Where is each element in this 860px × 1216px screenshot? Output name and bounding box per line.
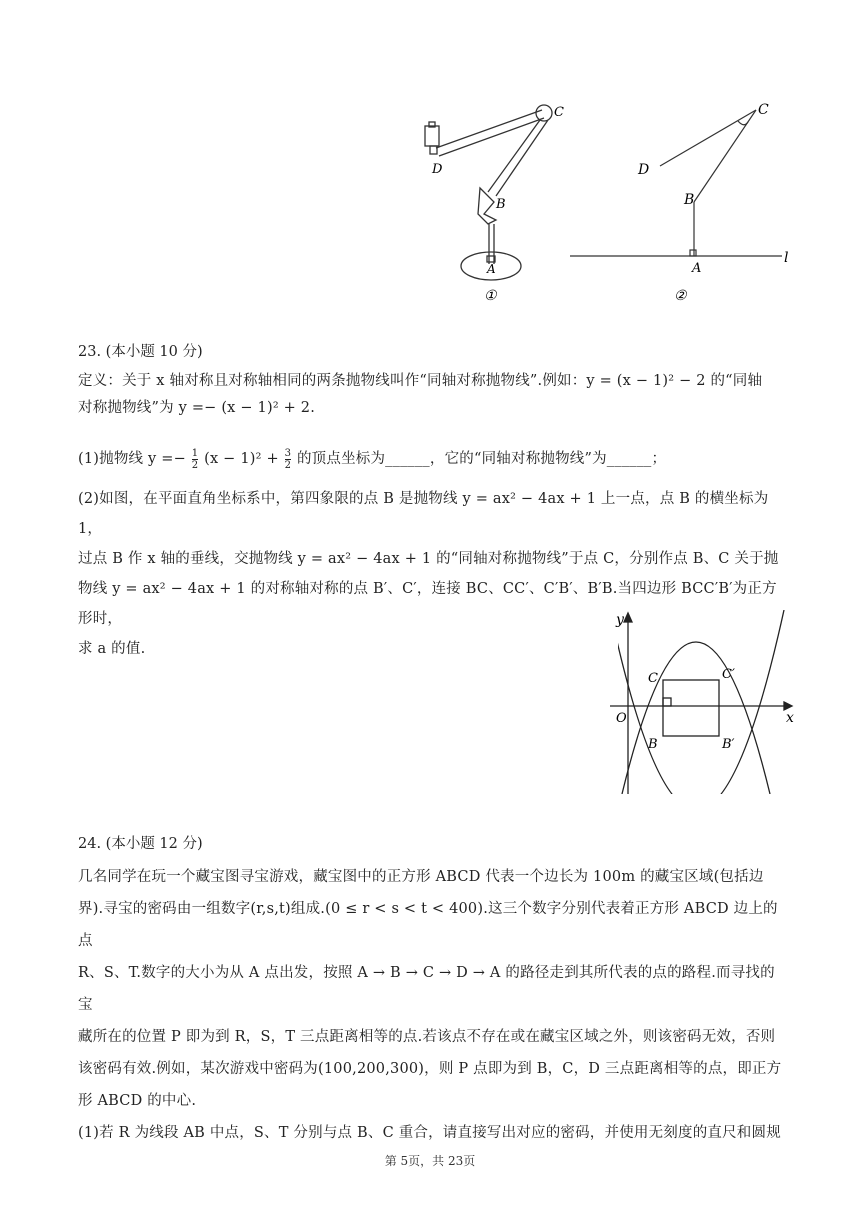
- fig2-caption: ②: [674, 288, 687, 304]
- q24-line3: R、S、T.数字的大小为从 A 点出发，按照 A → B → C → D → A 的路径走到其所代表的点的路程.而寻找的宝: [78, 965, 775, 1013]
- fig3-label-b: B: [648, 737, 658, 752]
- fig2-label-l: l: [784, 250, 789, 266]
- q24-line6: 形 ABCD 的中心.: [78, 1093, 197, 1109]
- fig1-label-b: B: [496, 197, 506, 212]
- q23-part2-line4: 求 a 的值.: [78, 641, 146, 657]
- q24-line4: 藏所在的位置 P 即为到 R，S，T 三点距离相等的点.若该点不存在或在藏宝区域之外，则该密码无效，否则: [78, 1029, 776, 1045]
- q23-part1-suffix: 的顶点坐标为______，它的“同轴对称抛物线”为______；: [296, 451, 667, 467]
- fig1-label-a: A: [487, 262, 496, 276]
- q23-definition: [78, 368, 783, 422]
- q24-body: [78, 861, 783, 1149]
- q23-part1-mid: (x − 1)² +: [204, 451, 279, 467]
- q23-header: 23. (本小题 10 分): [78, 344, 203, 360]
- q24-header: 24. (本小题 12 分): [78, 836, 203, 852]
- figure-lamp: [418, 96, 578, 310]
- q23-part2-line1: (2)如图，在平面直角坐标系中，第四象限的点 B 是抛物线 y = ax² − 4ax + 1 上一点，点 B 的横坐标为 1，: [78, 491, 769, 537]
- q23-part1-fraction: $\frac{3}{2}$: [284, 447, 292, 471]
- fig2-label-b: B: [684, 192, 695, 208]
- q23-part2-line2: 过点 B 作 x 轴的垂线，交抛物线 y = ax² − 4ax + 1 的“同轴对称抛物线”于点 C，分别作点 B、C 关于抛: [78, 551, 779, 567]
- fig1-caption: ①: [484, 288, 497, 304]
- fig2-label-a: A: [692, 261, 702, 276]
- q24-line7: (1)若 R 为线段 AB 中点，S、T 分别与点 B、C 重合，请直接写出对应的密码，并使用无刻度的直尺和圆规: [78, 1125, 781, 1141]
- q23-part1-half: $\frac{1}{2}$: [191, 447, 199, 471]
- fig1-label-d: D: [432, 162, 443, 177]
- q24-line1: 几名同学在玩一个藏宝图寻宝游戏，藏宝图中的正方形 ABCD 代表一个边长为 100m 的藏宝区域(包括边: [78, 869, 764, 885]
- fig3-label-o: O: [616, 711, 627, 726]
- q24-line2: 界).寻宝的密码由一组数字(r,s,t)组成.(0 ≤ r < s < t < 400).这三个数字分别代表着正方形 ABCD 边上的点: [78, 901, 778, 949]
- fig3-label-c-prime: C′: [722, 667, 735, 682]
- fig3-label-x: x: [786, 710, 794, 726]
- q24-line5: 该密码有效.例如，某次游戏中密码为(100,200,300)，则 P 点即为到 B，C，D 三点距离相等的点，即正方: [78, 1061, 782, 1077]
- q23-part1: [78, 446, 783, 473]
- figure-parabolas: [608, 610, 794, 794]
- q23-part1-prefix: (1)抛物线 y =−: [78, 451, 186, 467]
- fig3-label-b-prime: B′: [722, 737, 735, 752]
- fig2-label-d: D: [638, 162, 650, 178]
- figure-geometry: [560, 96, 800, 310]
- q23-definition-line2: 对称抛物线”为 y =− (x − 1)² + 2.: [78, 400, 316, 416]
- fig3-label-y: y: [616, 612, 624, 628]
- page-footer: 第 5页，共 23页: [384, 1154, 476, 1168]
- fig1-label-c: C: [554, 105, 564, 120]
- fig3-label-c: C: [648, 671, 658, 686]
- q23-part2-line3: 物线 y = ax² − 4ax + 1 的对称轴对称的点 B′、C′，连接 BC、CC′、C′B′、B′B.当四边形 BCC′B′为正方形时，: [78, 581, 777, 627]
- fig2-label-c: C: [758, 102, 769, 118]
- q23-definition-line1: 定义：关于 x 轴对称且对称轴相同的两条抛物线叫作“同轴对称抛物线”.例如：y = (x − 1)² − 2 的“同轴: [78, 373, 763, 389]
